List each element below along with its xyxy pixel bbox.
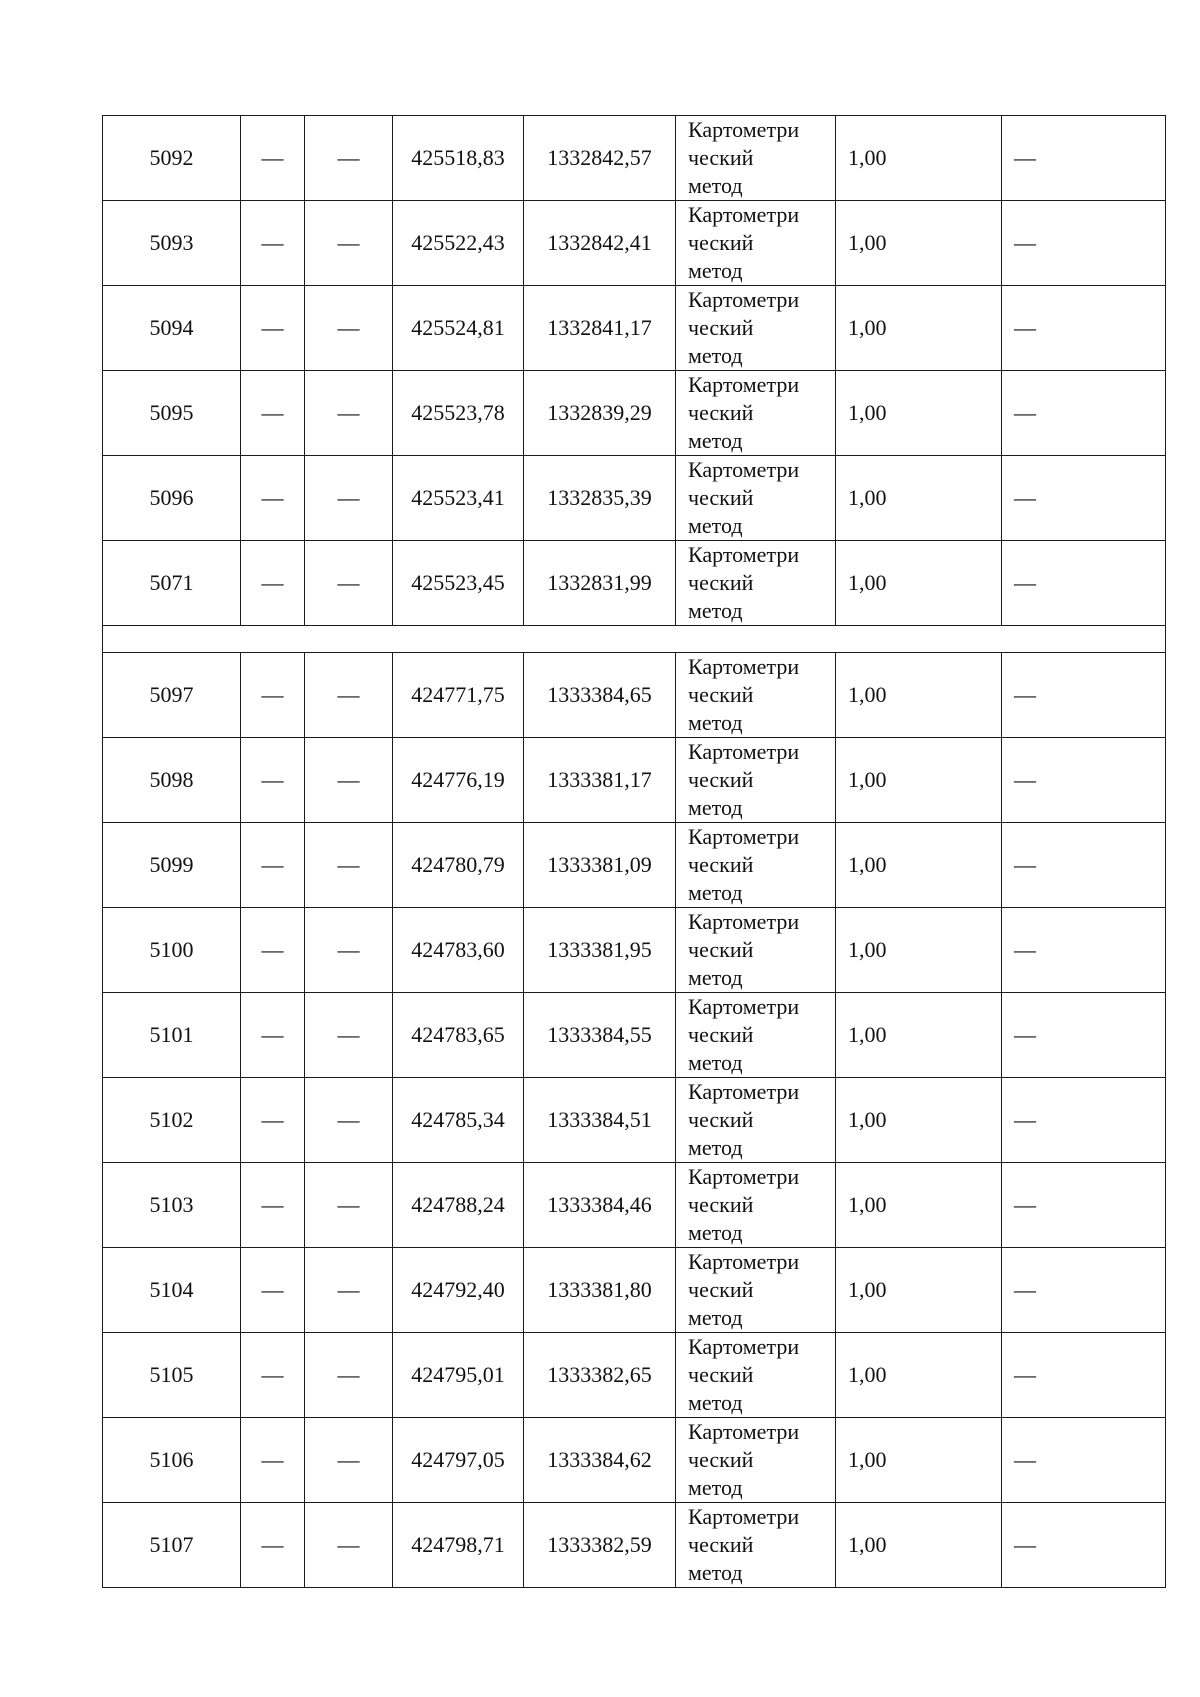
old-x-cell: — — [241, 456, 305, 541]
method-cell — [676, 286, 836, 371]
y-coordinate-cell: 1333384,65 — [524, 653, 676, 738]
description-cell: — — [1002, 116, 1166, 201]
old-y-cell: — — [305, 371, 393, 456]
old-x-cell: — — [241, 1503, 305, 1588]
old-x-cell: — — [241, 371, 305, 456]
old-x-cell: — — [241, 541, 305, 626]
method-text: Картометри ческий метод — [688, 457, 800, 538]
table-row — [103, 738, 1166, 823]
description-cell: — — [1002, 908, 1166, 993]
method-cell — [676, 201, 836, 286]
precision-cell: 1,00 — [836, 653, 1002, 738]
old-x-cell: — — [241, 1248, 305, 1333]
y-coordinate-cell: 1333381,80 — [524, 1248, 676, 1333]
description-cell: — — [1002, 1333, 1166, 1418]
old-y-cell: — — [305, 286, 393, 371]
description-cell: — — [1002, 456, 1166, 541]
method-cell — [676, 823, 836, 908]
table-row — [103, 286, 1166, 371]
method-cell — [676, 1248, 836, 1333]
description-cell: — — [1002, 286, 1166, 371]
description-cell: — — [1002, 371, 1166, 456]
description-cell: — — [1002, 1503, 1166, 1588]
y-coordinate-cell: 1333384,46 — [524, 1163, 676, 1248]
precision-cell: 1,00 — [836, 1503, 1002, 1588]
old-y-cell: — — [305, 1333, 393, 1418]
method-text: Картометри ческий метод — [688, 824, 800, 905]
method-text: Картометри ческий метод — [688, 372, 800, 453]
method-cell — [676, 456, 836, 541]
point-number-cell: 5095 — [103, 371, 241, 456]
point-number-cell: 5101 — [103, 993, 241, 1078]
method-text: Картометри ческий метод — [688, 909, 800, 990]
old-y-cell: — — [305, 116, 393, 201]
precision-cell: 1,00 — [836, 1418, 1002, 1503]
old-x-cell: — — [241, 116, 305, 201]
table-row — [103, 541, 1166, 626]
old-y-cell: — — [305, 1163, 393, 1248]
table-row — [103, 371, 1166, 456]
table-row — [103, 1333, 1166, 1418]
old-x-cell: — — [241, 1418, 305, 1503]
table-row — [103, 653, 1166, 738]
x-coordinate-cell: 424771,75 — [393, 653, 524, 738]
method-cell — [676, 1418, 836, 1503]
table-row — [103, 1248, 1166, 1333]
x-coordinate-cell: 424798,71 — [393, 1503, 524, 1588]
old-x-cell: — — [241, 286, 305, 371]
coordinates-table — [102, 115, 1166, 1588]
method-text: Картометри ческий метод — [688, 1164, 800, 1245]
y-coordinate-cell: 1333382,65 — [524, 1333, 676, 1418]
old-x-cell: — — [241, 1163, 305, 1248]
table-row — [103, 1163, 1166, 1248]
method-text: Картометри ческий метод — [688, 1419, 800, 1500]
precision-cell: 1,00 — [836, 738, 1002, 823]
description-cell: — — [1002, 1248, 1166, 1333]
old-x-cell: — — [241, 201, 305, 286]
point-number-cell: 5105 — [103, 1333, 241, 1418]
x-coordinate-cell: 425518,83 — [393, 116, 524, 201]
y-coordinate-cell: 1333381,09 — [524, 823, 676, 908]
old-y-cell: — — [305, 908, 393, 993]
method-text: Картометри ческий метод — [688, 994, 800, 1075]
old-x-cell: — — [241, 653, 305, 738]
description-cell: — — [1002, 653, 1166, 738]
precision-cell: 1,00 — [836, 286, 1002, 371]
table-row — [103, 908, 1166, 993]
old-y-cell: — — [305, 1418, 393, 1503]
old-y-cell: — — [305, 541, 393, 626]
table-row — [103, 823, 1166, 908]
old-y-cell: — — [305, 456, 393, 541]
point-number-cell: 5093 — [103, 201, 241, 286]
description-cell: — — [1002, 1418, 1166, 1503]
method-text: Картометри ческий метод — [688, 287, 800, 368]
x-coordinate-cell: 424776,19 — [393, 738, 524, 823]
y-coordinate-cell: 1332841,17 — [524, 286, 676, 371]
old-x-cell: — — [241, 993, 305, 1078]
precision-cell: 1,00 — [836, 456, 1002, 541]
point-number-cell: 5094 — [103, 286, 241, 371]
point-number-cell: 5097 — [103, 653, 241, 738]
x-coordinate-cell: 424780,79 — [393, 823, 524, 908]
point-number-cell: 5100 — [103, 908, 241, 993]
old-y-cell: — — [305, 201, 393, 286]
method-cell — [676, 1333, 836, 1418]
contour-separator-row — [103, 626, 1166, 653]
method-text: Картометри ческий метод — [688, 1249, 800, 1330]
point-number-cell: 5104 — [103, 1248, 241, 1333]
precision-cell: 1,00 — [836, 1333, 1002, 1418]
x-coordinate-cell: 424785,34 — [393, 1078, 524, 1163]
old-x-cell: — — [241, 908, 305, 993]
x-coordinate-cell: 424783,60 — [393, 908, 524, 993]
precision-cell: 1,00 — [836, 541, 1002, 626]
method-text: Картометри ческий метод — [688, 1334, 800, 1415]
description-cell: — — [1002, 201, 1166, 286]
y-coordinate-cell: 1332835,39 — [524, 456, 676, 541]
method-text: Картометри ческий метод — [688, 1504, 800, 1585]
table-row — [103, 1078, 1166, 1163]
precision-cell: 1,00 — [836, 993, 1002, 1078]
x-coordinate-cell: 424783,65 — [393, 993, 524, 1078]
method-cell — [676, 541, 836, 626]
point-number-cell: 5098 — [103, 738, 241, 823]
y-coordinate-cell: 1332831,99 — [524, 541, 676, 626]
method-cell — [676, 1163, 836, 1248]
old-y-cell: — — [305, 993, 393, 1078]
method-cell — [676, 371, 836, 456]
point-number-cell: 5096 — [103, 456, 241, 541]
old-y-cell: — — [305, 1248, 393, 1333]
point-number-cell: 5107 — [103, 1503, 241, 1588]
description-cell: — — [1002, 1078, 1166, 1163]
x-coordinate-cell: 424795,01 — [393, 1333, 524, 1418]
description-cell: — — [1002, 993, 1166, 1078]
point-number-cell: 5071 — [103, 541, 241, 626]
x-coordinate-cell: 425522,43 — [393, 201, 524, 286]
old-x-cell: — — [241, 738, 305, 823]
precision-cell: 1,00 — [836, 116, 1002, 201]
precision-cell: 1,00 — [836, 201, 1002, 286]
method-cell — [676, 116, 836, 201]
y-coordinate-cell: 1333381,17 — [524, 738, 676, 823]
old-y-cell: — — [305, 738, 393, 823]
table-row — [103, 1418, 1166, 1503]
y-coordinate-cell: 1333382,59 — [524, 1503, 676, 1588]
y-coordinate-cell: 1332839,29 — [524, 371, 676, 456]
description-cell: — — [1002, 823, 1166, 908]
old-x-cell: — — [241, 823, 305, 908]
precision-cell: 1,00 — [836, 908, 1002, 993]
point-number-cell: 5103 — [103, 1163, 241, 1248]
y-coordinate-cell: 1333381,95 — [524, 908, 676, 993]
x-coordinate-cell: 424788,24 — [393, 1163, 524, 1248]
y-coordinate-cell: 1333384,62 — [524, 1418, 676, 1503]
method-cell — [676, 1503, 836, 1588]
method-text: Картометри ческий метод — [688, 1079, 800, 1160]
old-y-cell: — — [305, 653, 393, 738]
method-text: Картометри ческий метод — [688, 739, 800, 820]
description-cell: — — [1002, 1163, 1166, 1248]
description-cell: — — [1002, 541, 1166, 626]
method-cell — [676, 908, 836, 993]
y-coordinate-cell: 1333384,51 — [524, 1078, 676, 1163]
table-row — [103, 116, 1166, 201]
point-number-cell: 5099 — [103, 823, 241, 908]
x-coordinate-cell: 425523,41 — [393, 456, 524, 541]
old-y-cell: — — [305, 1503, 393, 1588]
method-text: Картометри ческий метод — [688, 542, 800, 623]
method-cell — [676, 653, 836, 738]
old-y-cell: — — [305, 823, 393, 908]
table-row — [103, 1503, 1166, 1588]
point-number-cell: 5092 — [103, 116, 241, 201]
description-cell: — — [1002, 738, 1166, 823]
x-coordinate-cell: 425523,78 — [393, 371, 524, 456]
old-x-cell: — — [241, 1078, 305, 1163]
method-cell — [676, 1078, 836, 1163]
y-coordinate-cell: 1332842,41 — [524, 201, 676, 286]
precision-cell: 1,00 — [836, 1248, 1002, 1333]
method-cell — [676, 993, 836, 1078]
coordinates-table-body — [103, 116, 1166, 1588]
table-row — [103, 201, 1166, 286]
contour-separator-cell — [103, 626, 1166, 653]
precision-cell: 1,00 — [836, 1163, 1002, 1248]
method-cell — [676, 738, 836, 823]
precision-cell: 1,00 — [836, 823, 1002, 908]
method-text: Картометри ческий метод — [688, 117, 800, 198]
y-coordinate-cell: 1332842,57 — [524, 116, 676, 201]
table-row — [103, 993, 1166, 1078]
x-coordinate-cell: 425524,81 — [393, 286, 524, 371]
point-number-cell: 5106 — [103, 1418, 241, 1503]
old-y-cell: — — [305, 1078, 393, 1163]
method-text: Картометри ческий метод — [688, 654, 800, 735]
x-coordinate-cell: 424797,05 — [393, 1418, 524, 1503]
y-coordinate-cell: 1333384,55 — [524, 993, 676, 1078]
old-x-cell: — — [241, 1333, 305, 1418]
x-coordinate-cell: 425523,45 — [393, 541, 524, 626]
x-coordinate-cell: 424792,40 — [393, 1248, 524, 1333]
precision-cell: 1,00 — [836, 371, 1002, 456]
precision-cell: 1,00 — [836, 1078, 1002, 1163]
method-text: Картометри ческий метод — [688, 202, 800, 283]
table-row — [103, 456, 1166, 541]
point-number-cell: 5102 — [103, 1078, 241, 1163]
